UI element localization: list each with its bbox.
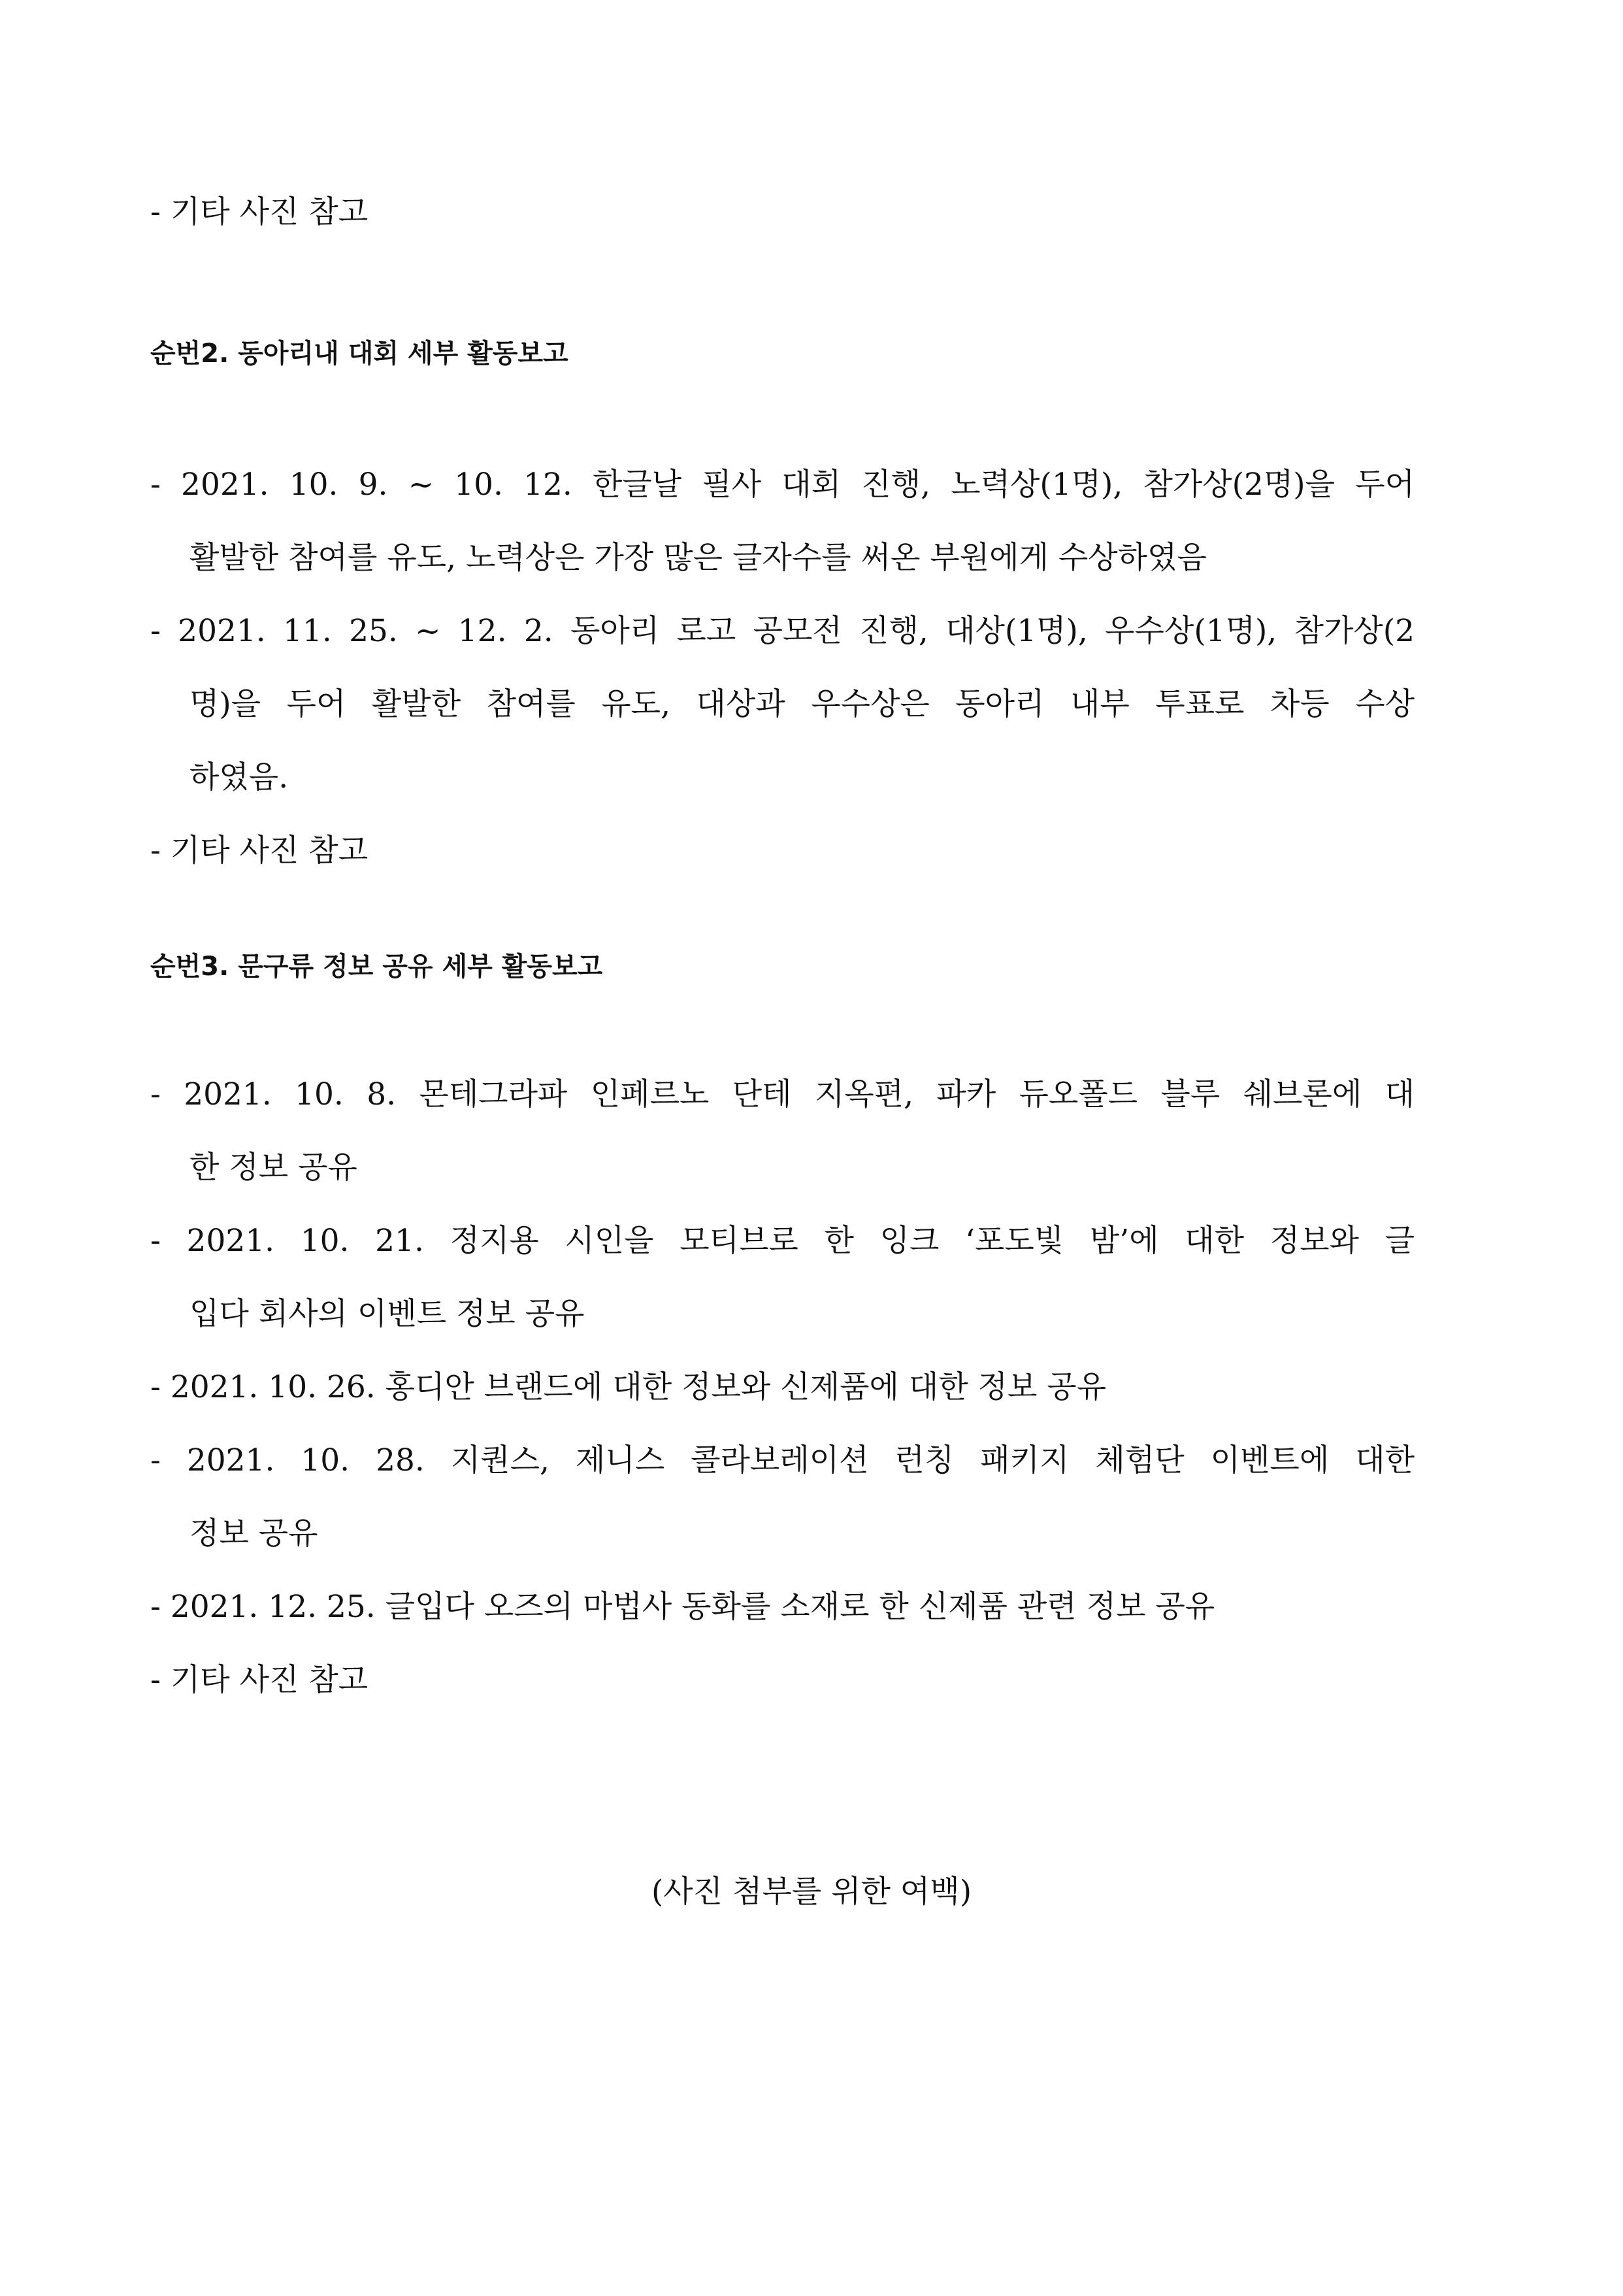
item-line: 활발한 참여를 유도, 노력상은 가장 많은 글자수를 써온 부원에게 수상하였음	[189, 540, 1207, 576]
section1-photo-note: - 기타 사진 참고	[150, 194, 369, 230]
item-line: 하였음.	[189, 759, 289, 795]
item-line: 정보 공유	[189, 1516, 318, 1552]
section3-item	[150, 1441, 1415, 1588]
section3-item	[150, 1075, 1415, 1222]
item-line: - 2021. 10. 28. 지퀀스, 제니스 콜라보레이션 런칭 패키지 체험단 이벤트에 대한	[150, 1442, 1415, 1478]
item-line: 입다 회사의 이벤트 정보 공유	[189, 1296, 585, 1332]
section3-item	[150, 1222, 1415, 1368]
section2-heading: 순번2. 동아리내 대회 세부 활동보고	[150, 339, 568, 369]
item-line: 한 정보 공유	[189, 1150, 357, 1186]
section3-photo-note: - 기타 사진 참고	[150, 1662, 369, 1698]
item-line: - 2021. 10. 21. 정지용 시인을 모티브로 한 잉크 ‘포도빛 밤’에 대한 정보와 글	[150, 1223, 1415, 1259]
section2-photo-note: - 기타 사진 참고	[150, 833, 369, 869]
section2-item	[150, 612, 1415, 831]
item-line: - 2021. 10. 8. 몬테그라파 인페르노 단테 지옥편, 파카 듀오폴드 블루 쉐브론에 대	[150, 1076, 1415, 1112]
section3-item	[150, 1368, 1415, 1441]
item-line: - 2021. 10. 9. ~ 10. 12. 한글날 필사 대회 진행, 노력상(1명), 참가상(2명)을 두어	[150, 467, 1415, 503]
section2-item	[150, 465, 1415, 612]
item-line: 명)을 두어 활발한 참여를 유도, 대상과 우수상은 동아리 내부 투표로 차등 수상	[189, 686, 1415, 722]
item-line: - 2021. 11. 25. ~ 12. 2. 동아리 로고 공모전 진행, 대상(1명), 우수상(1명), 참가상(2	[150, 613, 1415, 649]
item-line: - 2021. 12. 25. 글입다 오즈의 마법사 동화를 소재로 한 신제품 관련 정보 공유	[150, 1589, 1215, 1625]
photo-space-caption: (사진 첨부를 위한 여백)	[651, 1874, 972, 1910]
item-line: - 2021. 10. 26. 홍디안 브랜드에 대한 정보와 신제품에 대한 정보 공유	[150, 1369, 1107, 1405]
section3-item	[150, 1588, 1415, 1661]
section3-heading: 순번3. 문구류 정보 공유 세부 활동보고	[150, 952, 603, 982]
